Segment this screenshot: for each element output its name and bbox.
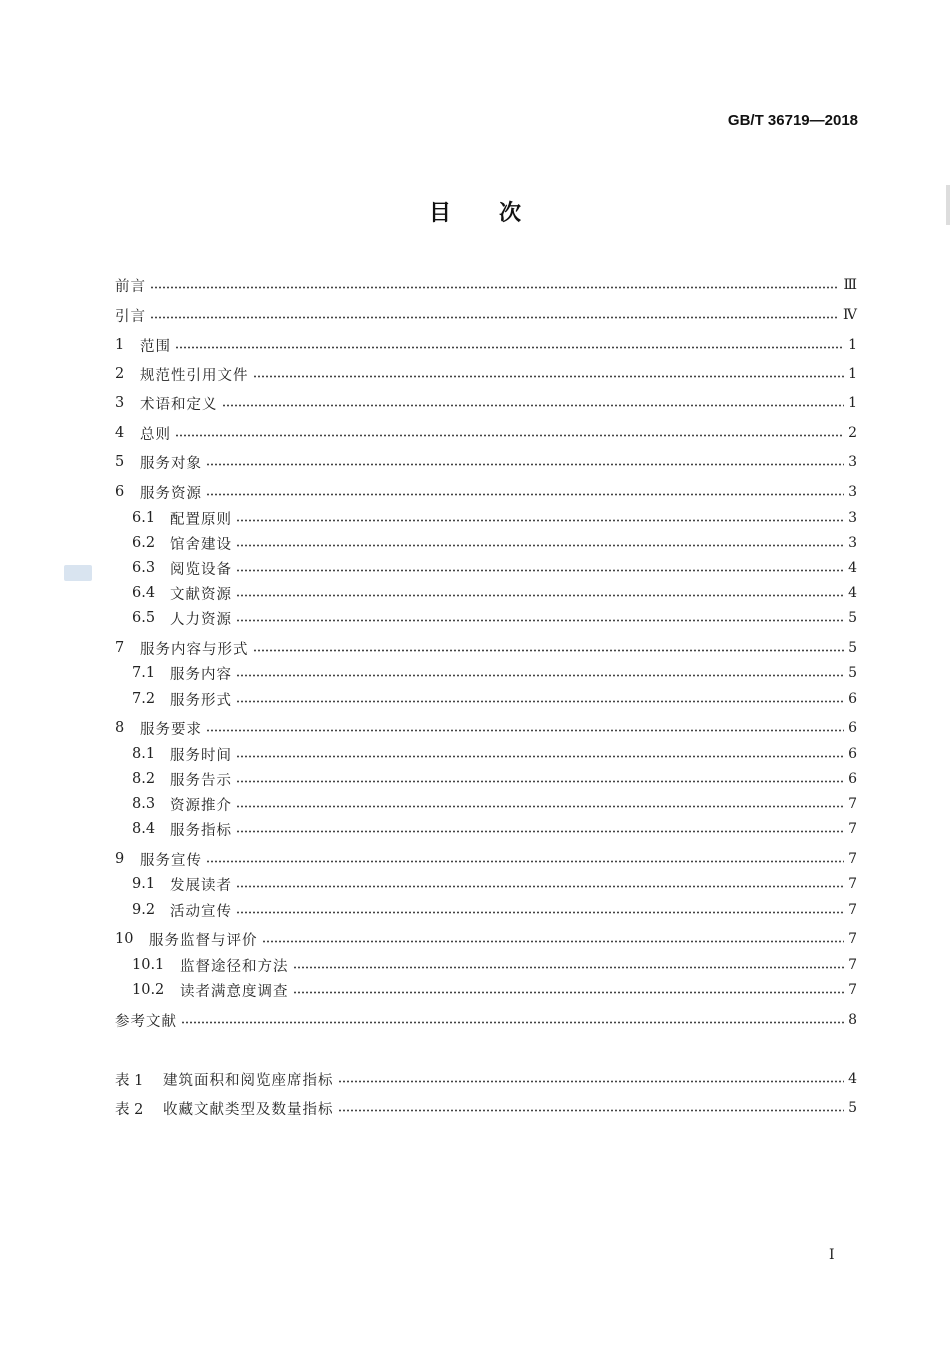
toc-entry-page: 6 — [848, 720, 857, 736]
toc-entry-page: 3 — [848, 454, 857, 470]
dot-leader — [206, 493, 844, 496]
dot-leader — [293, 966, 845, 969]
toc-entry[interactable] — [132, 793, 857, 815]
scan-mark — [64, 565, 92, 581]
toc-entry-number: 8.4 — [132, 821, 156, 837]
toc-entry-number: 表 2 — [115, 1101, 144, 1118]
toc-entry-number: 9.2 — [132, 902, 156, 918]
toc-entry[interactable] — [115, 304, 857, 326]
toc-entry-label: 馆舍建设 — [170, 536, 232, 553]
toc-entry[interactable] — [132, 662, 857, 684]
toc-entry-number: 1 — [115, 337, 125, 353]
toc-entry-label: 阅览设备 — [170, 561, 232, 578]
dot-leader — [150, 316, 839, 319]
toc-entry-number: 7.2 — [132, 691, 156, 707]
toc-entry-page: 7 — [848, 796, 857, 812]
toc-entry-number: 8.3 — [132, 796, 156, 812]
dot-leader — [206, 729, 844, 732]
dot-leader — [262, 940, 845, 943]
toc-entry-number: 6.5 — [132, 610, 156, 626]
toc-entry-number: 6.2 — [132, 535, 156, 551]
toc-entry-label: 资源推介 — [170, 797, 232, 814]
toc-entry[interactable] — [115, 637, 857, 659]
toc-entry-number: 10 — [115, 931, 134, 947]
toc-entry[interactable] — [132, 557, 857, 579]
toc-entry-page: 7 — [848, 851, 857, 867]
toc-entry[interactable] — [115, 451, 857, 473]
toc-entry-number: 3 — [115, 395, 125, 411]
toc-entry-label: 读者满意度调查 — [180, 983, 289, 1000]
document-number: GB/T 36719—2018 — [727, 112, 858, 129]
dot-leader — [253, 375, 845, 378]
toc-entry-page: 7 — [848, 876, 857, 892]
toc-entry-page: 8 — [848, 1012, 857, 1028]
toc-entry-label: 服务指标 — [170, 822, 232, 839]
toc-entry-page: 7 — [848, 957, 857, 973]
toc-entry-page: 4 — [848, 585, 857, 601]
toc-entry[interactable] — [132, 607, 857, 629]
toc-entry-number: 7.1 — [132, 665, 156, 681]
dot-leader — [175, 346, 844, 349]
dot-leader — [236, 594, 844, 597]
toc-entry[interactable] — [115, 481, 857, 503]
toc-entry-label: 服务资源 — [140, 485, 202, 502]
dot-leader — [206, 860, 844, 863]
toc-entry-number: 8 — [115, 720, 125, 736]
toc-entry-page: 1 — [848, 395, 857, 411]
toc-entry[interactable] — [132, 873, 857, 895]
toc-entry-number: 5 — [115, 454, 125, 470]
toc-entry-label: 文献资源 — [170, 586, 232, 603]
toc-entry-label: 术语和定义 — [140, 396, 218, 413]
toc-entry-page: 4 — [848, 560, 857, 576]
toc-entry-number: 9 — [115, 851, 125, 867]
toc-entry-label: 参考文献 — [115, 1013, 177, 1030]
toc-entry-number: 10.2 — [132, 982, 165, 998]
toc-entry-label: 服务宣传 — [140, 852, 202, 869]
toc-entry-label: 前言 — [115, 278, 146, 295]
dot-leader — [236, 674, 844, 677]
toc-entry-label: 服务监督与评价 — [149, 932, 258, 949]
dot-leader — [338, 1109, 845, 1112]
toc-entry-number: 表 1 — [115, 1072, 144, 1089]
toc-entry[interactable] — [132, 768, 857, 790]
toc-entry[interactable] — [115, 274, 857, 296]
dot-leader — [236, 619, 844, 622]
toc-entry-page: Ⅳ — [843, 307, 857, 323]
toc-entry-page: 7 — [848, 821, 857, 837]
dot-leader — [150, 286, 839, 289]
toc-entry-page: 6 — [848, 691, 857, 707]
dot-leader — [236, 700, 844, 703]
toc-entry-number: 10.1 — [132, 957, 165, 973]
toc-entry-label: 发展读者 — [170, 877, 232, 894]
dot-leader — [338, 1080, 845, 1083]
dot-leader — [236, 780, 844, 783]
toc-entry-label: 服务形式 — [170, 692, 232, 709]
toc-entry[interactable] — [132, 818, 857, 840]
toc-entry[interactable] — [115, 717, 857, 739]
toc-entry[interactable] — [132, 582, 857, 604]
toc-entry[interactable] — [115, 363, 857, 385]
toc-entry-label: 建筑面积和阅览座席指标 — [163, 1072, 334, 1089]
toc-entry-page: 7 — [848, 902, 857, 918]
toc-entry[interactable] — [132, 899, 857, 921]
toc-entry-page: 1 — [848, 366, 857, 382]
toc-entry[interactable] — [132, 743, 857, 765]
dot-leader — [236, 755, 844, 758]
toc-entry[interactable] — [132, 954, 857, 976]
toc-entry-label: 引言 — [115, 308, 146, 325]
dot-leader — [236, 885, 844, 888]
toc-entry-page: 2 — [848, 425, 857, 441]
toc-entry-label: 服务要求 — [140, 721, 202, 738]
toc-entry-page: 6 — [848, 746, 857, 762]
toc-entry-page: Ⅲ — [843, 277, 857, 293]
toc-entry[interactable] — [115, 1009, 857, 1031]
toc-entry[interactable] — [115, 392, 857, 414]
toc-entry-label: 监督途径和方法 — [180, 958, 289, 975]
toc-entry[interactable] — [115, 334, 857, 356]
toc-entry-page: 3 — [848, 484, 857, 500]
dot-leader — [236, 830, 844, 833]
dot-leader — [253, 649, 845, 652]
toc-entry-page: 5 — [848, 610, 857, 626]
toc-entry-label: 活动宣传 — [170, 903, 232, 920]
toc-entry-page: 5 — [848, 1100, 857, 1116]
dot-leader — [293, 991, 845, 994]
toc-entry[interactable] — [115, 848, 857, 870]
dot-leader — [181, 1021, 844, 1024]
toc-entry[interactable] — [132, 532, 857, 554]
dot-leader — [236, 519, 844, 522]
toc-entry-number: 8.2 — [132, 771, 156, 787]
dot-leader — [175, 434, 844, 437]
toc-entry-label: 服务内容与形式 — [140, 641, 249, 658]
toc-entry-label: 规范性引用文件 — [140, 367, 249, 384]
toc-entry-number: 2 — [115, 366, 125, 382]
toc-entry-page: 4 — [848, 1071, 857, 1087]
dot-leader — [236, 805, 844, 808]
toc-entry-number: 9.1 — [132, 876, 156, 892]
toc-entry-page: 7 — [848, 931, 857, 947]
toc-entry-number: 7 — [115, 640, 125, 656]
page-folio: I — [829, 1247, 835, 1263]
dot-leader — [236, 544, 844, 547]
dot-leader — [222, 404, 845, 407]
toc-entry-label: 人力资源 — [170, 611, 232, 628]
toc-entry-number: 6.3 — [132, 560, 156, 576]
toc-entry-page: 3 — [848, 510, 857, 526]
toc-entry-page: 6 — [848, 771, 857, 787]
toc-entry-page: 7 — [848, 982, 857, 998]
toc-entry[interactable] — [132, 688, 857, 710]
toc-entry[interactable] — [132, 979, 857, 1001]
toc-entry-label: 总则 — [140, 426, 171, 443]
toc-entry-page: 1 — [848, 337, 857, 353]
toc-entry-label: 服务内容 — [170, 666, 232, 683]
toc-entry[interactable] — [115, 1097, 857, 1119]
dot-leader — [206, 463, 844, 466]
dot-leader — [236, 911, 844, 914]
toc-entry-page: 3 — [848, 535, 857, 551]
toc-entry[interactable] — [115, 422, 857, 444]
toc-entry-label: 配置原则 — [170, 511, 232, 528]
dot-leader — [236, 569, 844, 572]
toc-entry[interactable] — [115, 928, 857, 950]
toc-entry-number: 6.1 — [132, 510, 156, 526]
toc-entry-number: 6.4 — [132, 585, 156, 601]
toc-entry-label: 收藏文献类型及数量指标 — [163, 1101, 334, 1118]
toc-entry-label: 范围 — [140, 338, 171, 355]
toc-entry-label: 服务告示 — [170, 772, 232, 789]
page-title: 目次 — [428, 200, 569, 226]
toc-entry[interactable] — [115, 1068, 857, 1090]
toc-entry-number: 8.1 — [132, 746, 156, 762]
toc-entry-page: 5 — [848, 640, 857, 656]
toc-entry-page: 5 — [848, 665, 857, 681]
toc-entry-number: 6 — [115, 484, 125, 500]
toc-entry-label: 服务对象 — [140, 455, 202, 472]
toc-entry-label: 服务时间 — [170, 747, 232, 764]
toc-entry-number: 4 — [115, 425, 125, 441]
toc-entry[interactable] — [132, 507, 857, 529]
